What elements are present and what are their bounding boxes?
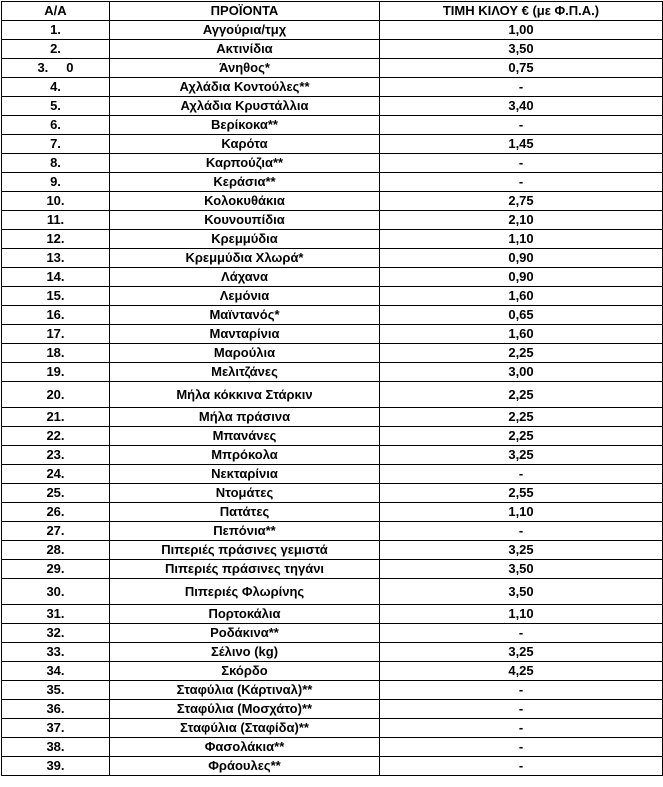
header-product: ΠΡΟΪΟΝΤΑ [110, 2, 380, 21]
product-name: Αγγούρια/τμχ [110, 21, 380, 40]
price-per-kilo: 4,25 [380, 662, 663, 681]
header-num: Α/Α [2, 2, 110, 21]
price-per-kilo: 0,65 [380, 306, 663, 325]
product-name: Λάχανα [110, 268, 380, 287]
row-number-text: 29. [46, 561, 65, 576]
price-per-kilo: 3,00 [380, 363, 663, 382]
product-name: Σταφύλια (Κάρτιναλ)** [110, 681, 380, 700]
price-per-kilo: - [380, 719, 663, 738]
row-number-text: 19. [46, 364, 65, 379]
price-per-kilo: 1,45 [380, 135, 663, 154]
table-row [2, 681, 663, 700]
table-row [2, 579, 663, 605]
table-row [2, 541, 663, 560]
row-number-text: 10. [46, 193, 65, 208]
row-number [2, 268, 110, 287]
table-row [2, 662, 663, 681]
row-number-text: 32. [46, 625, 65, 640]
table-row [2, 465, 663, 484]
row-number [2, 116, 110, 135]
row-number-text: 39. [46, 758, 65, 773]
table-row [2, 78, 663, 97]
table-row [2, 408, 663, 427]
row-number-text: 14. [46, 269, 65, 284]
row-number-text: 11. [46, 212, 65, 227]
price-per-kilo: - [380, 522, 663, 541]
row-number-text: 20. [46, 386, 65, 402]
row-number-text: 1. [50, 22, 61, 37]
row-number [2, 249, 110, 268]
product-name: Αχλάδια Κρυστάλλια [110, 97, 380, 116]
row-number-text: 16. [46, 307, 65, 322]
price-per-kilo: 2,25 [380, 344, 663, 363]
row-number-extra: 0 [66, 60, 74, 75]
product-name: Βερίκοκα** [110, 116, 380, 135]
row-number [2, 503, 110, 522]
row-number-text: 28. [46, 542, 65, 557]
price-per-kilo: 1,10 [380, 503, 663, 522]
row-number-text: 35. [46, 682, 65, 697]
price-per-kilo: 3,50 [380, 560, 663, 579]
price-per-kilo: - [380, 757, 663, 776]
price-per-kilo: 2,75 [380, 192, 663, 211]
row-number-text: 4. [50, 79, 61, 94]
product-name: Σέλινο (kg) [110, 643, 380, 662]
price-per-kilo: 1,10 [380, 230, 663, 249]
price-per-kilo: 2,10 [380, 211, 663, 230]
row-number-text: 33. [46, 644, 65, 659]
product-name: Μπρόκολα [110, 446, 380, 465]
table-row [2, 230, 663, 249]
row-number-text: 24. [46, 466, 65, 481]
row-number [2, 408, 110, 427]
price-per-kilo: 3,50 [380, 579, 663, 605]
table-row [2, 59, 663, 78]
row-number [2, 40, 110, 59]
product-name: Κολοκυθάκια [110, 192, 380, 211]
row-number [2, 287, 110, 306]
row-number [2, 681, 110, 700]
row-number-text: 30. [46, 583, 65, 599]
price-per-kilo: - [380, 154, 663, 173]
header-row [2, 2, 663, 21]
table-row [2, 154, 663, 173]
table-row [2, 211, 663, 230]
price-per-kilo: - [380, 116, 663, 135]
product-name: Καρότα [110, 135, 380, 154]
price-per-kilo: 2,25 [380, 382, 663, 408]
row-number [2, 719, 110, 738]
table-row [2, 643, 663, 662]
product-name: Μαϊντανός* [110, 306, 380, 325]
table-row [2, 173, 663, 192]
row-number-text: 3. [37, 60, 49, 75]
price-per-kilo: 3,40 [380, 97, 663, 116]
row-number [2, 382, 110, 408]
table-row [2, 116, 663, 135]
product-name: Πορτοκάλια [110, 605, 380, 624]
table-row [2, 446, 663, 465]
row-number [2, 21, 110, 40]
product-name: Μαρούλια [110, 344, 380, 363]
price-per-kilo: 0,90 [380, 268, 663, 287]
price-per-kilo: - [380, 700, 663, 719]
row-number [2, 154, 110, 173]
table-row [2, 700, 663, 719]
row-number [2, 560, 110, 579]
price-per-kilo: 1,60 [380, 287, 663, 306]
row-number [2, 522, 110, 541]
table-row [2, 560, 663, 579]
product-name: Ντομάτες [110, 484, 380, 503]
row-number [2, 662, 110, 681]
table-row [2, 287, 663, 306]
price-per-kilo: 3,25 [380, 643, 663, 662]
row-number [2, 192, 110, 211]
row-number [2, 541, 110, 560]
row-number-text: 25. [46, 485, 65, 500]
product-name: Πιπεριές πράσινες γεμιστά [110, 541, 380, 560]
product-name: Αχλάδια Κοντούλες** [110, 78, 380, 97]
price-per-kilo: 1,10 [380, 605, 663, 624]
table-row [2, 427, 663, 446]
table-row [2, 382, 663, 408]
price-per-kilo: - [380, 78, 663, 97]
table-row [2, 738, 663, 757]
product-name: Πιπεριές πράσινες τηγάνι [110, 560, 380, 579]
table-row [2, 21, 663, 40]
row-number-text: 36. [46, 701, 65, 716]
row-number [2, 363, 110, 382]
row-number [2, 427, 110, 446]
price-per-kilo: 0,90 [380, 249, 663, 268]
product-name: Κρεμμύδια [110, 230, 380, 249]
row-number [2, 230, 110, 249]
row-number [2, 738, 110, 757]
row-number-text: 22. [46, 428, 65, 443]
product-name: Πεπόνια** [110, 522, 380, 541]
product-name: Μήλα κόκκινα Στάρκιν [110, 382, 380, 408]
header-price: ΤΙΜΗ ΚΙΛΟΥ € (με Φ.Π.Α.) [380, 2, 663, 21]
product-name: Ακτινίδια [110, 40, 380, 59]
product-name: Άνηθος* [110, 59, 380, 78]
table-body [2, 21, 663, 776]
row-number-text: 34. [46, 663, 65, 678]
price-per-kilo: 1,60 [380, 325, 663, 344]
row-number [2, 757, 110, 776]
table-row [2, 268, 663, 287]
row-number [2, 135, 110, 154]
row-number-text: 2. [50, 41, 61, 56]
table-row [2, 363, 663, 382]
row-number-text: 12. [46, 231, 65, 246]
price-per-kilo: 1,00 [380, 21, 663, 40]
row-number-text: 9. [50, 174, 61, 189]
table-row [2, 503, 663, 522]
product-name: Κεράσια** [110, 173, 380, 192]
row-number-text: 38. [46, 739, 65, 754]
row-number [2, 579, 110, 605]
product-name: Κρεμμύδια Χλωρά* [110, 249, 380, 268]
product-name: Μπανάνες [110, 427, 380, 446]
row-number-text: 6. [50, 117, 61, 132]
row-number [2, 325, 110, 344]
product-name: Μελιτζάνες [110, 363, 380, 382]
row-number-text: 17. [46, 326, 65, 341]
table-row [2, 325, 663, 344]
row-number-text: 26. [46, 504, 65, 519]
product-name: Μήλα πράσινα [110, 408, 380, 427]
price-per-kilo: - [380, 738, 663, 757]
price-table [1, 1, 663, 776]
table-row [2, 484, 663, 503]
table-row [2, 192, 663, 211]
row-number [2, 643, 110, 662]
price-per-kilo: - [380, 624, 663, 643]
price-per-kilo: - [380, 681, 663, 700]
row-number [2, 173, 110, 192]
row-number-text: 31. [46, 606, 65, 621]
product-name: Ροδάκινα** [110, 624, 380, 643]
table-row [2, 306, 663, 325]
row-number [2, 97, 110, 116]
row-number-text: 13. [46, 250, 65, 265]
row-number [2, 624, 110, 643]
row-number [2, 700, 110, 719]
price-per-kilo: - [380, 465, 663, 484]
table-row [2, 40, 663, 59]
price-per-kilo: 2,55 [380, 484, 663, 503]
row-number [2, 306, 110, 325]
table-row [2, 605, 663, 624]
price-per-kilo: 2,25 [380, 427, 663, 446]
product-name: Λεμόνια [110, 287, 380, 306]
table-row [2, 344, 663, 363]
row-number [2, 446, 110, 465]
table-row [2, 249, 663, 268]
product-name: Φασολάκια** [110, 738, 380, 757]
row-number [2, 605, 110, 624]
product-name: Πιπεριές Φλωρίνης [110, 579, 380, 605]
price-per-kilo: 3,50 [380, 40, 663, 59]
row-number-text: 21. [46, 409, 65, 424]
row-number-text: 7. [50, 136, 61, 151]
product-name: Σταφύλια (Μοσχάτο)** [110, 700, 380, 719]
row-number-text: 8. [50, 155, 61, 170]
row-number-text: 5. [50, 98, 61, 113]
table-row [2, 522, 663, 541]
row-number [2, 59, 110, 78]
price-per-kilo: - [380, 173, 663, 192]
price-per-kilo: 3,25 [380, 446, 663, 465]
row-number-text: 18. [46, 345, 65, 360]
table-row [2, 757, 663, 776]
row-number-text: 27. [46, 523, 65, 538]
price-per-kilo: 3,25 [380, 541, 663, 560]
price-per-kilo: 2,25 [380, 408, 663, 427]
row-number-text: 37. [46, 720, 65, 735]
row-number [2, 344, 110, 363]
table-row [2, 97, 663, 116]
row-number [2, 211, 110, 230]
product-name: Κουνουπίδια [110, 211, 380, 230]
row-number [2, 78, 110, 97]
price-per-kilo: 0,75 [380, 59, 663, 78]
table-row [2, 135, 663, 154]
row-number-text: 15. [46, 288, 65, 303]
product-name: Μανταρίνια [110, 325, 380, 344]
table-row [2, 719, 663, 738]
product-name: Καρπούζια** [110, 154, 380, 173]
row-number [2, 465, 110, 484]
row-number-text: 23. [46, 447, 65, 462]
product-name: Σκόρδο [110, 662, 380, 681]
product-name: Φράουλες** [110, 757, 380, 776]
product-name: Σταφύλια (Σταφίδα)** [110, 719, 380, 738]
product-name: Νεκταρίνια [110, 465, 380, 484]
row-number [2, 484, 110, 503]
table-row [2, 624, 663, 643]
product-name: Πατάτες [110, 503, 380, 522]
